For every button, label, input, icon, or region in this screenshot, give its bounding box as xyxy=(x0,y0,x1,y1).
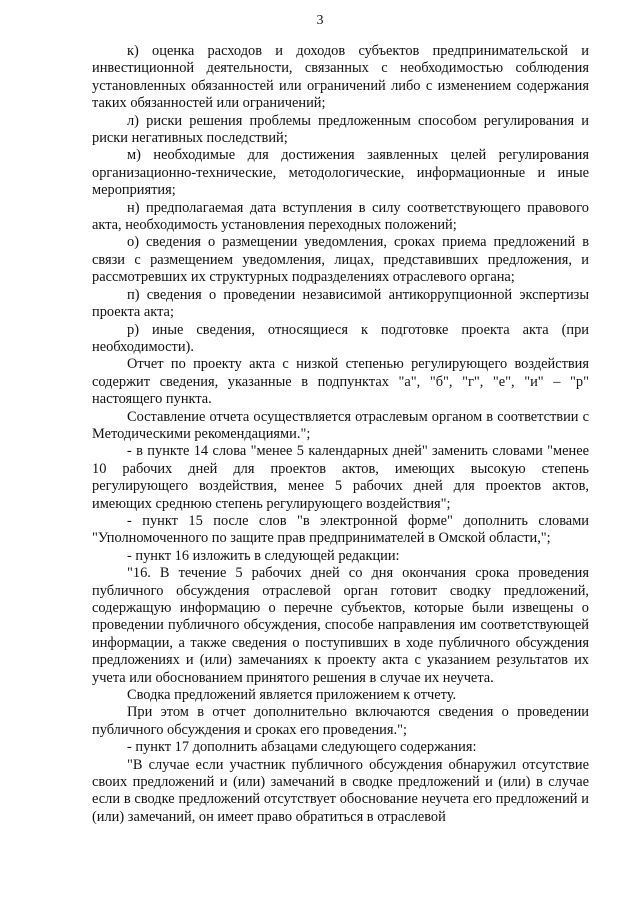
page-number: 3 xyxy=(316,13,324,28)
item-m-paragraph: м) необходимые для достижения заявленных целей регулирования организационно-технические, методологические, информационные и иные мероприятия; xyxy=(92,147,589,199)
item-l-paragraph: л) риски решения проблемы предложенным способом регулирования и риски негативных последствий; xyxy=(92,112,589,147)
item-o-paragraph: о) сведения о размещении уведомления, сроках приема предложений в связи с размещением уведомления, лицах, представивших предложения, и рассмотревших их структурных подразделениях отраслевого органа; xyxy=(92,234,589,286)
summary-appendix-paragraph: Сводка предложений является приложением к отчету. xyxy=(127,687,457,704)
amendment-point-17-intro: - пункт 17 дополнить абзацами следующего содержания: xyxy=(127,739,477,756)
item-r-paragraph: р) иные сведения, относящиеся к подготовке проекта акта (при необходимости). xyxy=(92,321,589,355)
amendment-point-14: - в пункте 14 слова "менее 5 календарных дней" заменить словами "менее 10 рабочих дней для проектов актов, имеющих высокую степень регулирующего воздействия, менее 5 рабочих дней для проектов актов, имеющих среднюю степень регулирующего воздействия"; xyxy=(92,443,589,512)
amendment-point-15: - пункт 15 после слов "в электронной форме" дополнить словами "Уполномоченного по защите прав предпринимателей в Омской области,"; xyxy=(92,512,589,547)
item-k-paragraph: к) оценка расходов и доходов субъектов предпринимательской и инвестиционной деятельности, связанных с необходимостью соблюдения установленных обязанностей или ограничений либо с изменением содержания таких обязанностей или ограничений; xyxy=(92,43,589,112)
item-n-paragraph: н) предполагаемая дата вступления в силу соответствующего правового акта, необходимость установления переходных положений; xyxy=(92,199,589,234)
amendment-point-16-intro: - пункт 16 изложить в следующей редакции: xyxy=(127,547,400,564)
low-impact-report-paragraph: Отчет по проекту акта с низкой степенью регулирующего воздействия содержит сведения, указанные в подпунктах "а", "б", "г", "е", "и" – "р" настоящего пункта. xyxy=(92,356,589,408)
document-body xyxy=(92,43,589,826)
report-additional-info-paragraph: При этом в отчет дополнительно включаются сведения о проведении публичного обсуждения и сроках его проведения."; xyxy=(92,704,589,738)
point-16-text: "16. В течение 5 рабочих дней со дня окончания срока проведения публичного обсуждения отраслевой орган готовит сводку предложений, содержащую информацию о перечне субъектов, которые были извещены о проведении публичного обсуждения, способе направления им соответствующей информации, а также сведения о поступивших в ходе публичного обсуждения предложениях и (или) замечаниях к проекту акта с указанием результатов их учета или обоснованием принятого решения в случае их неучета. xyxy=(92,565,589,686)
item-p-paragraph: п) сведения о проведении независимой антикоррупционной экспертизы проекта акта; xyxy=(92,286,589,321)
point-17-text: "В случае если участник публичного обсуждения обнаружил отсутствие своих предложений и (или) замечаний в сводке предложений и (или) в случае если в сводке предложений отсутствует обоснование неучета его предложений и (или) замечаний, он имеет право обратиться в отраслевой xyxy=(92,756,589,825)
report-preparation-paragraph: Составление отчета осуществляется отраслевым органом в соответствии с Методическими рекомендациями."; xyxy=(92,408,589,442)
